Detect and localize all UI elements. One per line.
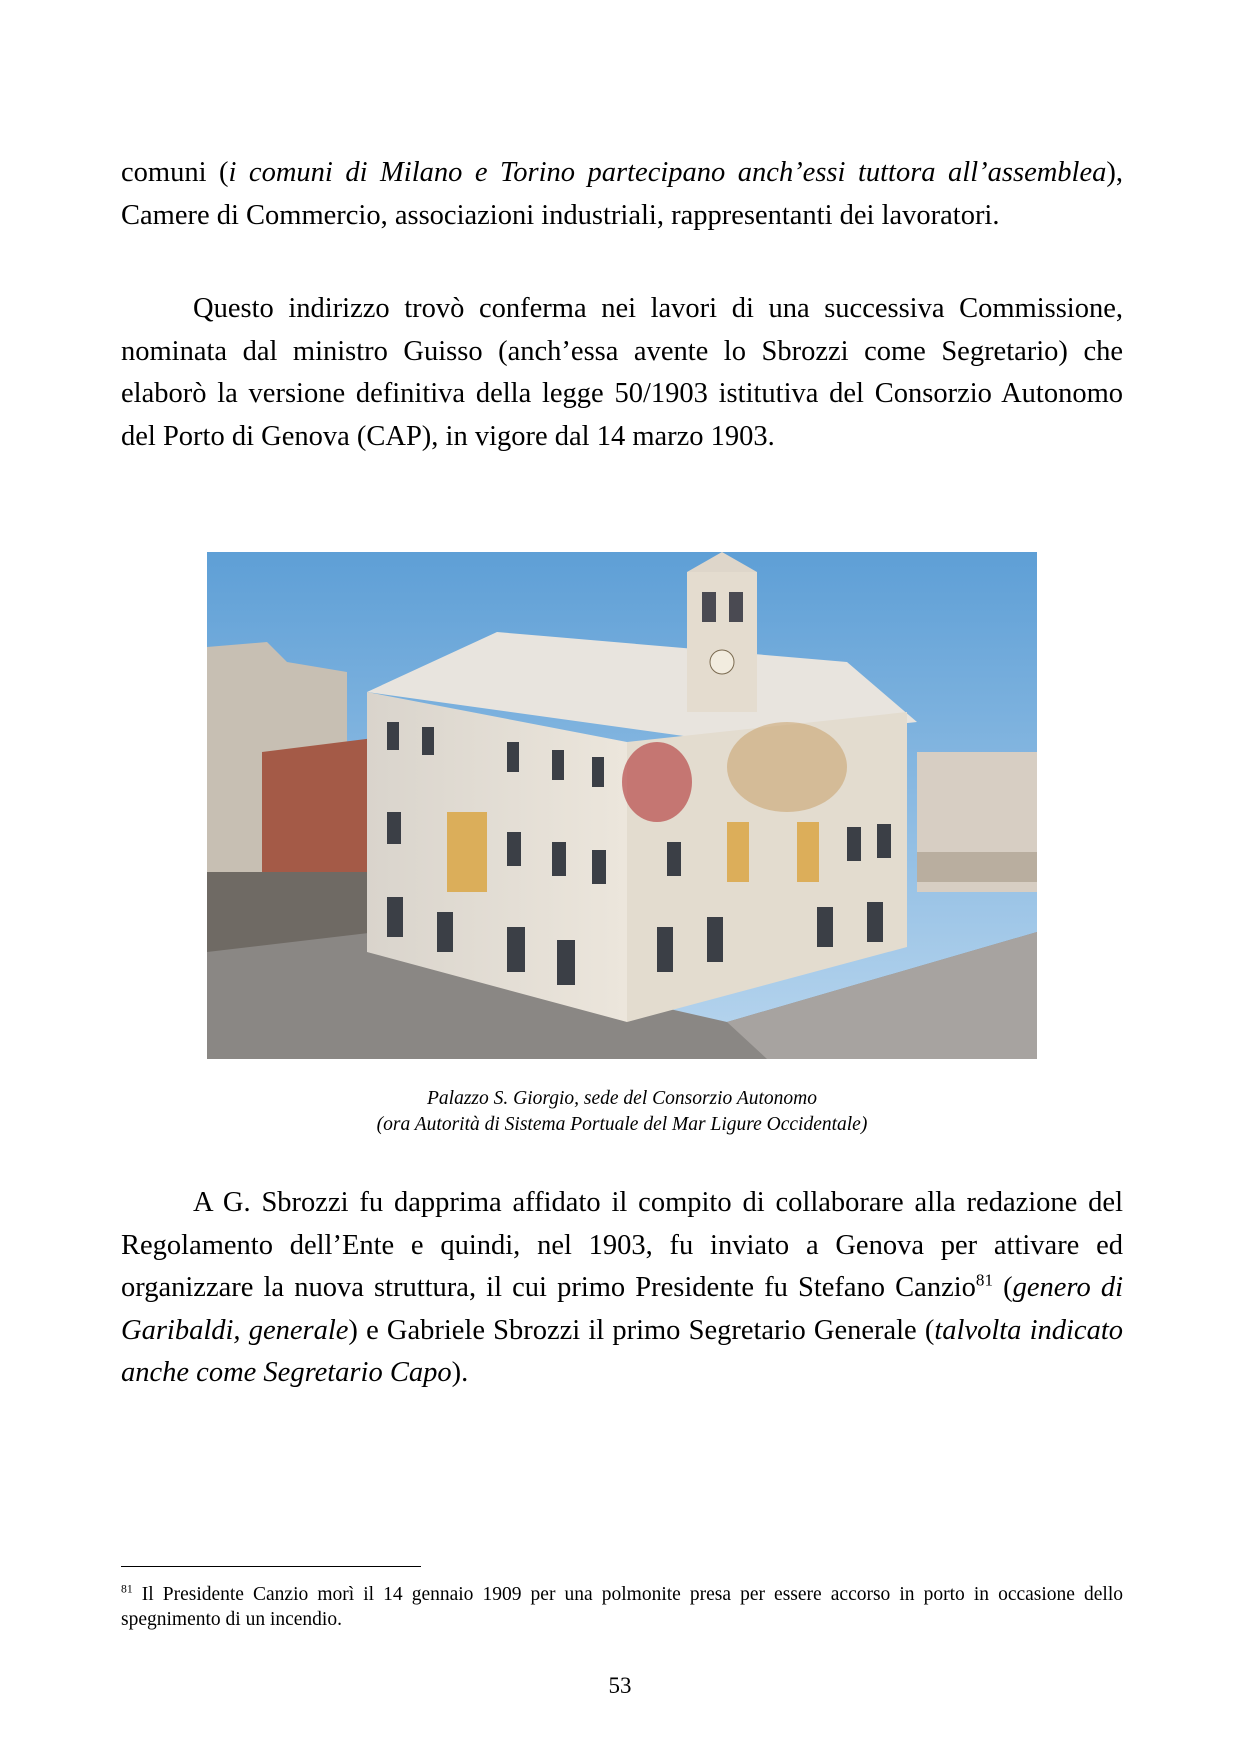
photo-palazzo-san-giorgio <box>207 552 1037 1059</box>
italic-text: talvolta indicato anche come Segretario Capo <box>121 1314 1123 1388</box>
italic-text: genero di Garibaldi, generale <box>121 1272 1123 1346</box>
footnote-number: 81 <box>121 1582 133 1596</box>
caption-line-2: (ora Autorità di Sistema Portuale del Mar Ligure Occidentale) <box>376 1114 868 1135</box>
footnote-reference[interactable]: 81 <box>975 1270 993 1290</box>
figure-caption <box>121 1086 1123 1138</box>
text: comuni ( <box>121 157 229 188</box>
footnote-separator <box>121 1566 421 1567</box>
footnote-text: Il Presidente Canzio morì il 14 gennaio 1909 per una polmonite presa per essere accorso in porto in occasione dello spegnimento di un incendio. <box>121 1584 1123 1630</box>
paragraph-2: Questo indirizzo trovò conferma nei lavori di una successiva Commissione, nominata dal ministro Guisso (anch’essa avente lo Sbrozzi come Segretario) che elaborò la versione definitiva della legge 50/1903 istitutiva del Consorzio Autonomo del Porto di Genova (CAP), in vigore dal 14 marzo 1903. <box>121 293 1123 452</box>
caption-line-1: Palazzo S. Giorgio, sede del Consorzio Autonomo <box>426 1088 817 1109</box>
text: ) e Gabriele Sbrozzi il primo Segretario Generale ( <box>348 1314 935 1346</box>
footnote <box>121 1582 1123 1632</box>
text: ( <box>992 1272 1013 1303</box>
paragraph-1 <box>121 152 1123 237</box>
text: ), Camere di Commercio, associazioni industriali, rappresentanti dei lavoratori. <box>121 157 1123 231</box>
paragraph-3 <box>121 1182 1123 1395</box>
page-number: 53 <box>608 1673 632 1698</box>
text: A G. Sbrozzi fu dapprima affidato il compito di collaborare alla redazione del Regolamento dell’Ente e quindi, nel 1903, fu inviato a Genova per attivare ed organizzare la nuova struttura, il cui primo Presidente fu Stefano Canzio <box>121 1187 1123 1303</box>
text: ). <box>451 1357 469 1388</box>
italic-text: i comuni di Milano e Torino partecipano anch’essi tuttora all’assemblea <box>228 157 1107 188</box>
